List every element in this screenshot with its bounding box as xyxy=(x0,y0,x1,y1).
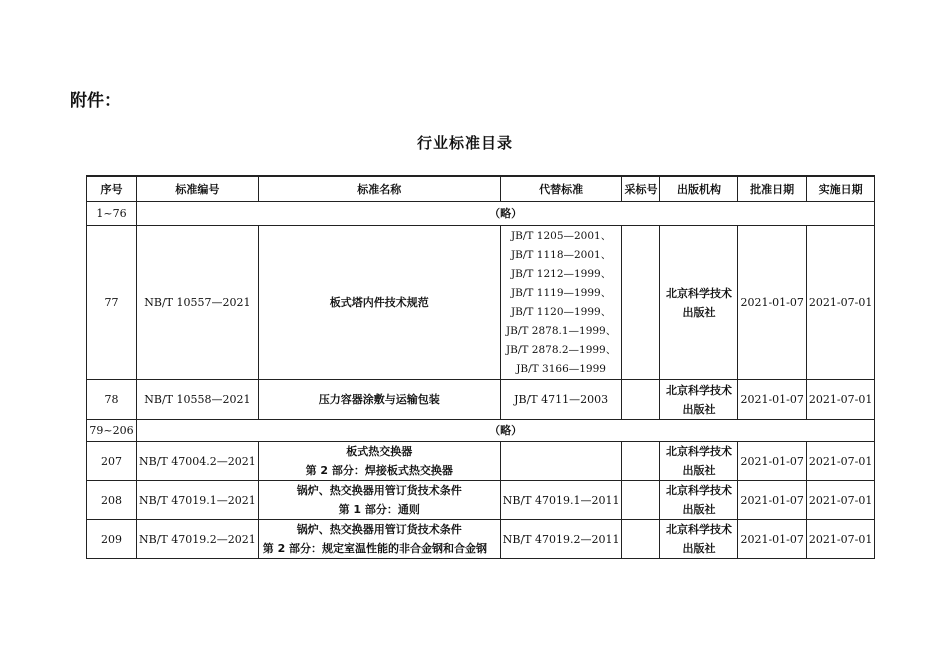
standards-table xyxy=(86,175,875,559)
header-name: 标准名称 xyxy=(258,176,500,202)
replaced-item: JB/T 3166—1999 xyxy=(516,362,606,375)
cell-approve-date: 2021-01-07 xyxy=(738,520,806,559)
publisher-line: 北京科学技术 xyxy=(665,523,732,536)
header-approve-date: 批准日期 xyxy=(738,176,806,202)
publisher-line: 出版社 xyxy=(682,464,716,477)
publisher-line: 北京科学技术 xyxy=(665,383,732,397)
table-row xyxy=(87,380,875,420)
cell-publisher xyxy=(660,226,738,380)
attachment-label: 附件： xyxy=(70,91,121,111)
table-header-row xyxy=(87,176,875,202)
publisher-line: 出版社 xyxy=(682,402,716,416)
publisher-line: 出版社 xyxy=(682,305,716,319)
cell-seq: 209 xyxy=(87,520,137,559)
cell-publisher xyxy=(660,481,738,520)
publisher-line: 北京科学技术 xyxy=(665,484,732,497)
name-line: 锅炉、热交换器用管订货技术条件 xyxy=(296,484,462,497)
name-line: 第 2 部分：规定室温性能的非合金钢和合金钢 xyxy=(262,542,488,555)
cell-seq: 77 xyxy=(87,226,137,380)
replaced-item: JB/T 2878.2—1999、 xyxy=(505,343,617,356)
cell-approve-date: 2021-01-07 xyxy=(738,226,806,380)
header-seq: 序号 xyxy=(87,176,137,202)
replaced-item: JB/T 1120—1999、 xyxy=(510,305,612,318)
replaced-item: JB/T 1212—1999、 xyxy=(510,267,612,280)
cell-code: NB/T 47019.2—2021 xyxy=(137,520,259,559)
publisher-line: 出版社 xyxy=(682,503,716,516)
cell-name xyxy=(258,520,500,559)
cell-adopted xyxy=(622,442,660,481)
publisher-line: 北京科学技术 xyxy=(665,286,732,300)
publisher-line: 出版社 xyxy=(682,542,716,555)
name-line: 第 2 部分：焊接板式热交换器 xyxy=(305,464,453,477)
header-replaced: 代替标准 xyxy=(500,176,622,202)
cell-name: 板式塔内件技术规范 xyxy=(258,226,500,380)
name-line: 锅炉、热交换器用管订货技术条件 xyxy=(296,523,462,536)
header-adopted: 采标号 xyxy=(622,176,660,202)
replaced-item: JB/T 1119—1999、 xyxy=(510,286,612,299)
cell-implement-date: 2021-07-01 xyxy=(806,226,874,380)
cell-implement-date: 2021-07-01 xyxy=(806,520,874,559)
omit-range: 1~76 xyxy=(87,202,137,226)
table-row-omitted xyxy=(87,420,875,442)
cell-replaced xyxy=(500,442,622,481)
table-row xyxy=(87,520,875,559)
cell-adopted xyxy=(622,380,660,420)
cell-publisher xyxy=(660,520,738,559)
cell-implement-date: 2021-07-01 xyxy=(806,380,874,420)
omit-text: （略） xyxy=(137,202,875,226)
cell-code: NB/T 47019.1—2021 xyxy=(137,481,259,520)
cell-publisher xyxy=(660,380,738,420)
cell-replaced: JB/T 4711—2003 xyxy=(500,380,622,420)
cell-code: NB/T 47004.2—2021 xyxy=(137,442,259,481)
cell-adopted xyxy=(622,226,660,380)
omit-text: （略） xyxy=(137,420,875,442)
cell-replaced: NB/T 47019.2—2011 xyxy=(500,520,622,559)
cell-seq: 207 xyxy=(87,442,137,481)
replaced-item: JB/T 1205—2001、 xyxy=(510,229,612,242)
cell-replaced xyxy=(500,226,622,380)
header-code: 标准编号 xyxy=(137,176,259,202)
table-row xyxy=(87,481,875,520)
cell-publisher xyxy=(660,442,738,481)
cell-approve-date: 2021-01-07 xyxy=(738,380,806,420)
page-title: 行业标准目录 xyxy=(416,134,513,152)
table-row xyxy=(87,226,875,380)
cell-implement-date: 2021-07-01 xyxy=(806,442,874,481)
cell-name xyxy=(258,481,500,520)
publisher-line: 北京科学技术 xyxy=(665,445,732,458)
cell-name xyxy=(258,442,500,481)
header-implement-date: 实施日期 xyxy=(806,176,874,202)
cell-adopted xyxy=(622,520,660,559)
cell-replaced: NB/T 47019.1—2011 xyxy=(500,481,622,520)
omit-range: 79~206 xyxy=(87,420,137,442)
cell-implement-date: 2021-07-01 xyxy=(806,481,874,520)
cell-code: NB/T 10558—2021 xyxy=(137,380,259,420)
replaced-item: JB/T 1118—2001、 xyxy=(510,248,612,261)
header-publisher: 出版机构 xyxy=(660,176,738,202)
cell-code: NB/T 10557—2021 xyxy=(137,226,259,380)
table-row xyxy=(87,442,875,481)
cell-seq: 78 xyxy=(87,380,137,420)
cell-approve-date: 2021-01-07 xyxy=(738,442,806,481)
name-line: 第 1 部分：通则 xyxy=(338,503,420,516)
cell-name: 压力容器涂敷与运输包装 xyxy=(258,380,500,420)
cell-approve-date: 2021-01-07 xyxy=(738,481,806,520)
cell-adopted xyxy=(622,481,660,520)
name-line: 板式热交换器 xyxy=(346,445,413,458)
replaced-item: JB/T 2878.1—1999、 xyxy=(505,324,617,337)
cell-seq: 208 xyxy=(87,481,137,520)
table-row-omitted xyxy=(87,202,875,226)
